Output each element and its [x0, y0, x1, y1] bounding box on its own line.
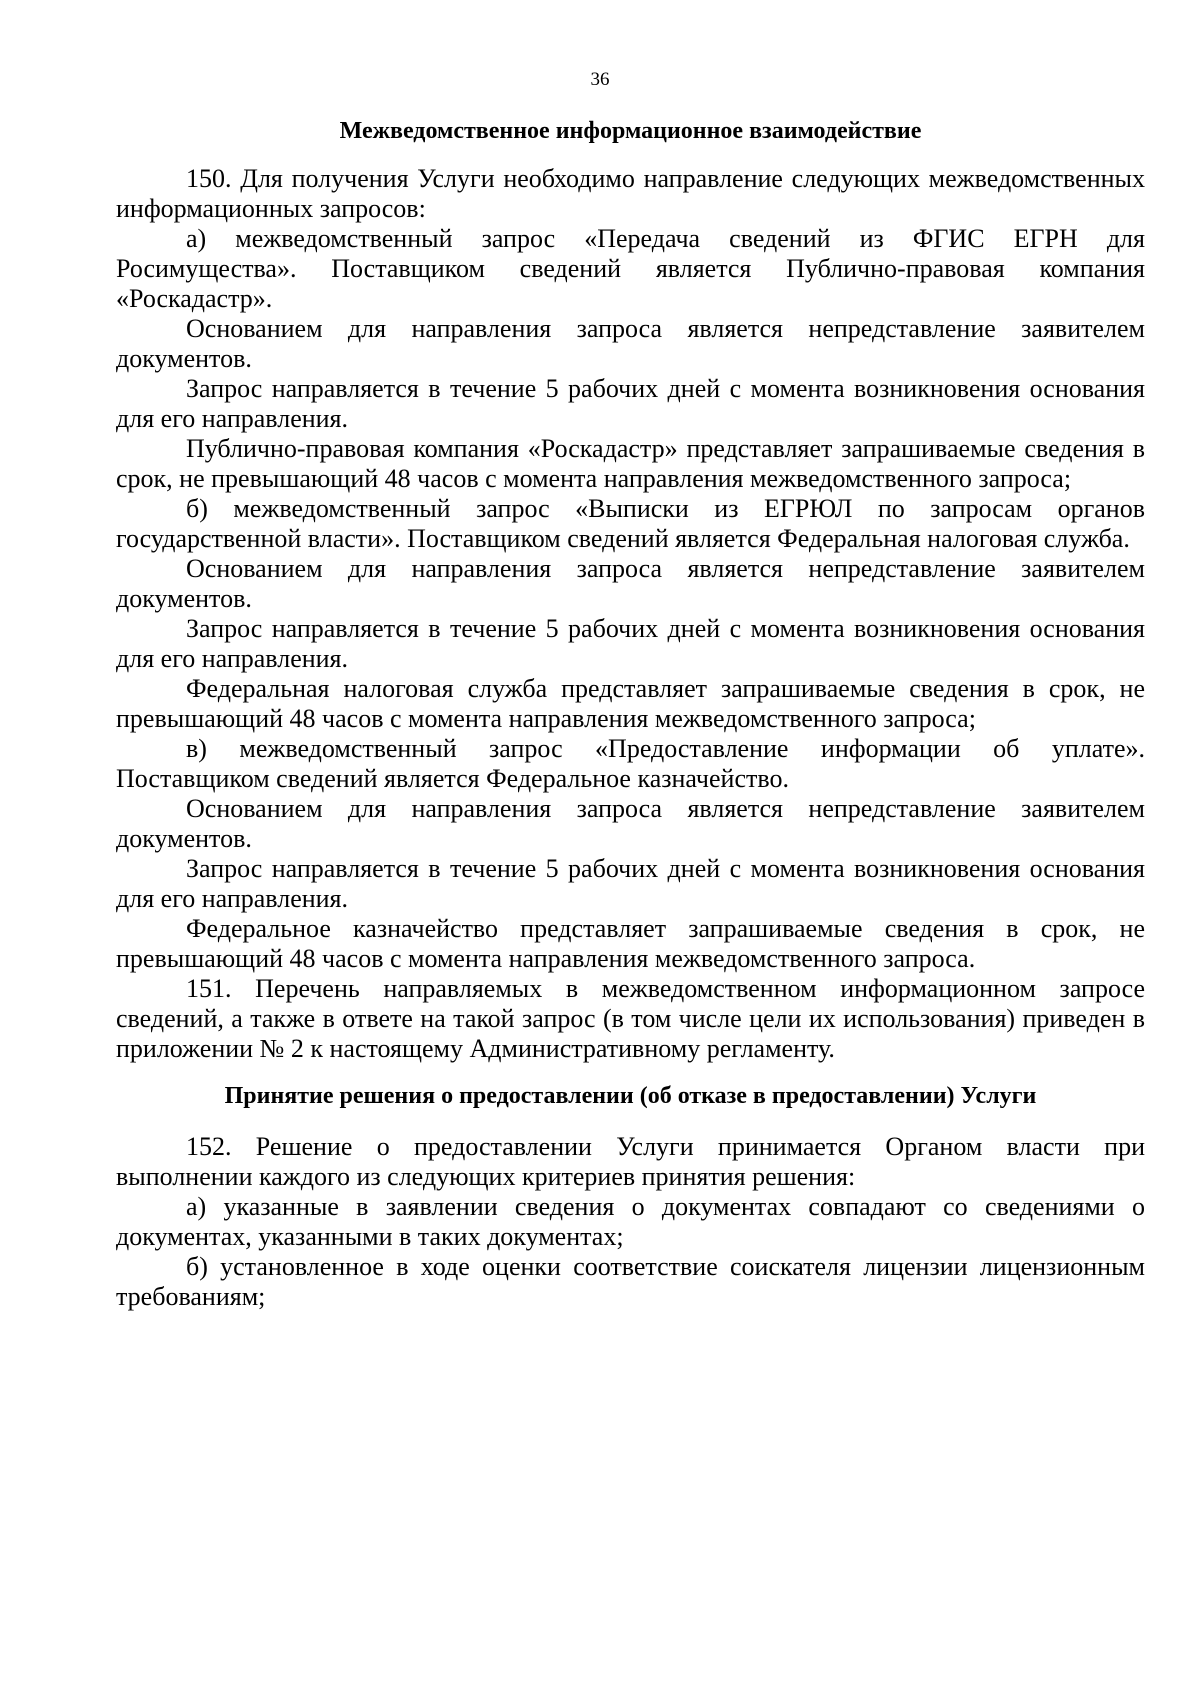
paragraph-150-c: в) межведомственный запрос «Предоставление информации об уплате». Поставщиком сведений является Федеральное казначейство. — [116, 734, 1145, 793]
paragraph-150-b: б) межведомственный запрос «Выписки из ЕГРЮЛ по запросам органов государственной власти». Поставщиком сведений является Федеральная налоговая служба. — [116, 494, 1145, 553]
paragraph-152-a: а) указанные в заявлении сведения о документах совпадают со сведениями о документах, указанными в таких документах; — [116, 1192, 1145, 1251]
paragraph-150-a-term: Запрос направляется в течение 5 рабочих дней с момента возникновения основания для его направления. — [116, 374, 1145, 433]
document-body — [116, 115, 1145, 1312]
paragraph-150-b-response: Федеральная налоговая служба представляет запрашиваемые сведения в срок, не превышающий 48 часов с момента направления межведомственного запроса; — [116, 674, 1145, 733]
section-heading-interagency: Межведомственное информационное взаимодействие — [339, 118, 922, 144]
paragraph-150-a-basis: Основанием для направления запроса является непредставление заявителем документов. — [116, 314, 1145, 373]
paragraph-150-c-basis: Основанием для направления запроса является непредставление заявителем документов. — [116, 794, 1145, 853]
paragraph-152-b: б) установленное в ходе оценки соответствие соискателя лицензии лицензионным требованиям; — [116, 1252, 1145, 1311]
paragraph-150-a: а) межведомственный запрос «Передача сведений из ФГИС ЕГРН для Росимущества». Поставщиком сведений является Публично-правовая компания «Роскадастр». — [116, 224, 1145, 313]
page-number: 36 — [590, 69, 610, 90]
paragraph-150: 150. Для получения Услуги необходимо направление следующих межведомственных информационных запросов: — [116, 164, 1145, 223]
paragraph-151: 151. Перечень направляемых в межведомственном информационном запросе сведений, а также в ответе на такой запрос (в том числе цели их использования) приведен в приложении № 2 к настоящему Административному регламенту. — [116, 974, 1145, 1063]
paragraph-152: 152. Решение о предоставлении Услуги принимается Органом власти при выполнении каждого из следующих критериев принятия решения: — [116, 1132, 1145, 1191]
paragraph-150-c-response: Федеральное казначейство представляет запрашиваемые сведения в срок, не превышающий 48 часов с момента направления межведомственного запроса. — [116, 914, 1145, 973]
paragraph-150-a-response: Публично-правовая компания «Роскадастр» представляет запрашиваемые сведения в срок, не превышающий 48 часов с момента направления межведомственного запроса; — [116, 434, 1145, 493]
paragraph-150-b-term: Запрос направляется в течение 5 рабочих дней с момента возникновения основания для его направления. — [116, 614, 1145, 673]
paragraph-150-c-term: Запрос направляется в течение 5 рабочих дней с момента возникновения основания для его направления. — [116, 854, 1145, 913]
section-heading-decision: Принятие решения о предоставлении (об отказе в предоставлении) Услуги — [224, 1083, 1037, 1109]
paragraph-150-b-basis: Основанием для направления запроса является непредставление заявителем документов. — [116, 554, 1145, 613]
